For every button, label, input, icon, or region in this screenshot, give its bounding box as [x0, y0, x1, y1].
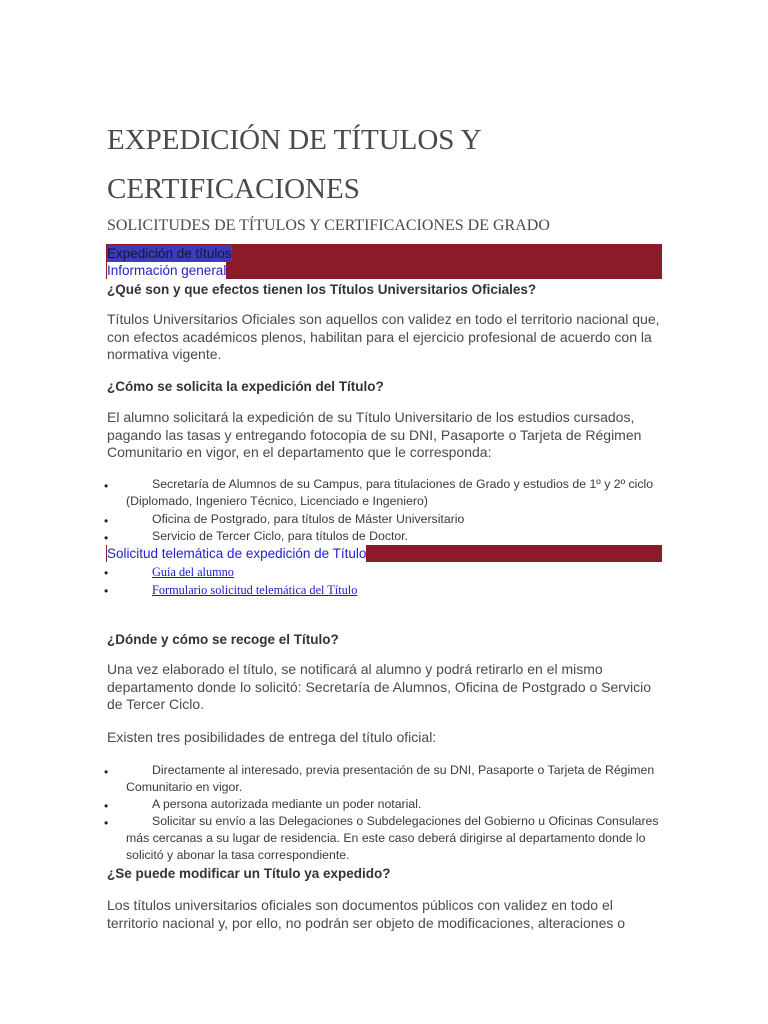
page-subtitle: SOLICITUDES DE TÍTULOS Y CERTIFICACIONES DE GRADO — [107, 217, 550, 234]
list-item: Solicitar su envío a las Delegaciones o Subdelegaciones del Gobierno u Oficinas Consulares más cercanas a su lugar de residencia. En este caso deberá dirigirse al departamento donde lo solicitó y abonar la tasa correspondiente. — [126, 814, 659, 862]
bullet-icon: • — [104, 479, 109, 493]
link-informacion-general[interactable]: Información general — [107, 263, 227, 278]
page-title-line1: EXPEDICIÓN DE TÍTULOS Y — [107, 124, 482, 156]
bullet-icon: • — [104, 799, 109, 813]
list-item: Directamente al interesado, previa presentación de su DNI, Pasaporte o Tarjeta de Régimen Comunitario en vigor. — [126, 763, 655, 794]
bullet-icon: • — [104, 514, 109, 528]
link-solicitud-telematica[interactable]: Solicitud telemática de expedición de Título — [107, 546, 367, 561]
link-formulario-solicitud[interactable]: Formulario solicitud telemática del Título — [152, 583, 358, 597]
question-2: ¿Cómo se solicita la expedición del Título? — [107, 379, 384, 394]
page-title-line2: CERTIFICACIONES — [107, 173, 360, 205]
list-item: Secretaría de Alumnos de su Campus, para titulaciones de Grado y estudios de 1º y 2º ciclo (Diplomado, Ingeniero Técnico, Licenciado e Ingeniero) — [126, 477, 654, 508]
link-expedicion-titulos[interactable]: Expedición de títulos — [107, 246, 232, 261]
question-1: ¿Qué son y que efectos tienen los Títulos Universitarios Oficiales? — [107, 282, 537, 297]
bullet-icon: • — [104, 566, 109, 580]
paragraph-1: Títulos Universitarios Oficiales son aquellos con validez en todo el territorio nacional que, con efectos académicos plenos, habilitan para el ejercicio profesional de acuerdo con la normativa vigente. — [107, 311, 660, 362]
paragraph-3: Una vez elaborado el título, se notificará al alumno y podrá retirarlo en el mismo departamento donde lo solicitó: Secretaría de Alumnos, Oficina de Postgrado o Servicio de Tercer Ciclo. — [107, 661, 651, 712]
link-guia-alumno[interactable]: Guía del alumno — [152, 565, 234, 579]
bullet-icon: • — [104, 531, 109, 545]
list-item: Servicio de Tercer Ciclo, para títulos de Doctor. — [152, 529, 409, 543]
bullet-icon: • — [104, 584, 109, 598]
question-4: ¿Se puede modificar un Título ya expedido? — [107, 866, 391, 881]
bullet-icon: • — [104, 816, 109, 830]
paragraph-2: El alumno solicitará la expedición de su Título Universitario de los estudios cursados, pagando las tasas y entregando fotocopia de su DNI, Pasaporte o Tarjeta de Régimen Comunitario en vigor, en el departamento que le corresponda: — [107, 409, 642, 460]
list-item: Oficina de Postgrado, para títulos de Máster Universitario — [152, 512, 465, 526]
list-item: A persona autorizada mediante un poder notarial. — [152, 797, 422, 811]
bullet-icon: • — [104, 765, 109, 779]
question-3: ¿Dónde y cómo se recoge el Título? — [107, 632, 339, 647]
paragraph-5: Los títulos universitarios oficiales son documentos públicos con validez en todo el territorio nacional y, por ello, no podrán ser objeto de modificaciones, alteraciones o — [107, 897, 626, 931]
paragraph-4: Existen tres posibilidades de entrega del título oficial: — [107, 729, 437, 745]
